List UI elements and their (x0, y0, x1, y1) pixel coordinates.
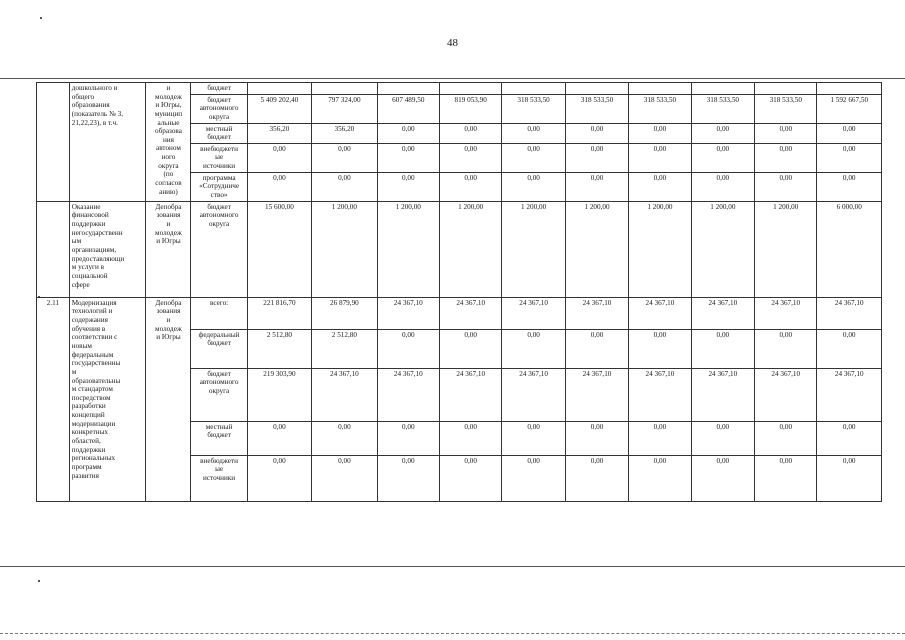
amount-cell: 24 367,10 (755, 368, 817, 421)
amount-cell: 0,00 (691, 455, 754, 501)
budget-table (36, 82, 882, 502)
amount-cell: 0,00 (817, 143, 882, 172)
amount-cell: 0,00 (755, 455, 817, 501)
funding-source: местный бюджет (191, 421, 247, 455)
amount-cell: 0,00 (377, 123, 439, 143)
page-number: 48 (447, 37, 458, 49)
amount-cell: 0,00 (502, 123, 565, 143)
amount-cell: 2 512,80 (312, 329, 377, 368)
amount-cell: 0,00 (502, 172, 565, 201)
amount-cell: 0,00 (565, 172, 628, 201)
footer-rule (0, 566, 905, 567)
amount-cell: 356,20 (312, 123, 377, 143)
amount-cell (817, 83, 882, 95)
amount-cell: 1 200,00 (312, 201, 377, 297)
amount-cell: 0,00 (247, 143, 311, 172)
amount-cell: 0,00 (502, 143, 565, 172)
scan-edge (0, 633, 905, 634)
amount-cell: 24 367,10 (312, 368, 377, 421)
funding-source: местный бюджет (191, 123, 247, 143)
amount-cell: 1 200,00 (440, 201, 502, 297)
amount-cell: 0,00 (377, 172, 439, 201)
amount-cell (440, 83, 502, 95)
amount-cell: 24 367,10 (565, 297, 628, 329)
amount-cell: 0,00 (691, 143, 754, 172)
funding-source: всего: (191, 297, 247, 329)
amount-cell: 0,00 (377, 455, 439, 501)
amount-cell (691, 83, 754, 95)
responsible-executor: Депобра зования и молодеж и Югры (146, 297, 191, 501)
amount-cell (755, 83, 817, 95)
amount-cell: 1 200,00 (502, 201, 565, 297)
amount-cell: 0,00 (691, 421, 754, 455)
scan-speck (40, 17, 42, 19)
amount-cell: 24 367,10 (629, 297, 691, 329)
amount-cell: 1 200,00 (691, 201, 754, 297)
amount-cell: 0,00 (440, 329, 502, 368)
amount-cell: 0,00 (755, 421, 817, 455)
amount-cell (565, 83, 628, 95)
amount-cell: 24 367,10 (565, 368, 628, 421)
amount-cell: 24 367,10 (377, 297, 439, 329)
amount-cell: 0,00 (755, 143, 817, 172)
amount-cell: 24 367,10 (502, 297, 565, 329)
amount-cell: 0,00 (312, 172, 377, 201)
amount-cell: 0,00 (377, 143, 439, 172)
amount-cell: 1 200,00 (377, 201, 439, 297)
amount-cell: 318 533,50 (691, 94, 754, 123)
header-rule (0, 78, 905, 79)
amount-cell: 24 367,10 (691, 368, 754, 421)
amount-cell: 221 816,70 (247, 297, 311, 329)
amount-cell: 0,00 (817, 123, 882, 143)
funding-source: внебюджетн ые источники (191, 143, 247, 172)
amount-cell: 797 324,00 (312, 94, 377, 123)
amount-cell: 5 409 202,40 (247, 94, 311, 123)
amount-cell: 0,00 (312, 143, 377, 172)
amount-cell: 26 879,90 (312, 297, 377, 329)
amount-cell: 0,00 (629, 172, 691, 201)
amount-cell: 24 367,10 (817, 297, 882, 329)
amount-cell: 0,00 (440, 172, 502, 201)
amount-cell: 6 000,00 (817, 201, 882, 297)
amount-cell (629, 83, 691, 95)
amount-cell: 0,00 (502, 455, 565, 501)
amount-cell: 0,00 (629, 123, 691, 143)
item-code (37, 201, 70, 297)
amount-cell: 318 533,50 (629, 94, 691, 123)
amount-cell: 0,00 (691, 123, 754, 143)
amount-cell (312, 83, 377, 95)
amount-cell (247, 83, 311, 95)
amount-cell: 24 367,10 (377, 368, 439, 421)
funding-source: бюджет автономного округа (191, 94, 247, 123)
funding-source: программа «Сотрудниче ство» (191, 172, 247, 201)
funding-source: бюджет автономного округа (191, 368, 247, 421)
scan-speck (38, 296, 40, 298)
amount-cell: 0,00 (565, 455, 628, 501)
amount-cell: 318 533,50 (755, 94, 817, 123)
amount-cell: 0,00 (691, 329, 754, 368)
amount-cell: 24 367,10 (755, 297, 817, 329)
amount-cell: 0,00 (247, 455, 311, 501)
responsible-executor: Депобра зования и молодеж и Югры (146, 201, 191, 297)
amount-cell: 219 303,90 (247, 368, 311, 421)
amount-cell: 0,00 (440, 421, 502, 455)
amount-cell: 0,00 (377, 421, 439, 455)
amount-cell: 318 533,50 (565, 94, 628, 123)
activity-name: Оказание финансовой поддержки негосударственн ым организациям, предоставляющи м услуги в социальной сфере (69, 201, 146, 297)
amount-cell: 0,00 (817, 421, 882, 455)
amount-cell: 24 367,10 (629, 368, 691, 421)
amount-cell: 0,00 (247, 421, 311, 455)
amount-cell: 318 533,50 (502, 94, 565, 123)
amount-cell: 0,00 (629, 455, 691, 501)
amount-cell: 0,00 (312, 421, 377, 455)
amount-cell: 0,00 (565, 329, 628, 368)
responsible-executor: и молодеж и Югры, муницип альные образова ния автоном ного округа (по согласов анию) (146, 83, 191, 202)
amount-cell: 2 512,80 (247, 329, 311, 368)
funding-source: внебюджетн ые источники (191, 455, 247, 501)
amount-cell: 0,00 (629, 143, 691, 172)
amount-cell: 1 200,00 (629, 201, 691, 297)
amount-cell: 0,00 (565, 421, 628, 455)
funding-source: бюджет автономного округа (191, 201, 247, 297)
amount-cell: 0,00 (440, 143, 502, 172)
amount-cell: 0,00 (691, 172, 754, 201)
amount-cell: 0,00 (377, 329, 439, 368)
amount-cell: 0,00 (817, 455, 882, 501)
activity-name: дошкольного и общего образования (показатель № 3, 21,22,23), в т.ч. (69, 83, 146, 202)
amount-cell: 0,00 (312, 455, 377, 501)
amount-cell: 0,00 (817, 172, 882, 201)
amount-cell: 0,00 (502, 329, 565, 368)
funding-source: федеральный бюджет (191, 329, 247, 368)
amount-cell: 15 600,00 (247, 201, 311, 297)
amount-cell: 819 053,90 (440, 94, 502, 123)
amount-cell: 0,00 (440, 123, 502, 143)
amount-cell: 24 367,10 (817, 368, 882, 421)
amount-cell: 24 367,10 (440, 368, 502, 421)
amount-cell: 1 200,00 (755, 201, 817, 297)
amount-cell: 24 367,10 (440, 297, 502, 329)
activity-name: Модернизация технологий и содержания обучения в соответствии с новым федеральным государственны м образовательны м стандартом посредством разработки концепций модернизации конкретных областей, поддержки региональных программ развития (69, 297, 146, 501)
amount-cell: 0,00 (565, 123, 628, 143)
amount-cell: 0,00 (565, 143, 628, 172)
funding-source: бюджет (191, 83, 247, 95)
amount-cell: 0,00 (755, 123, 817, 143)
amount-cell: 0,00 (629, 329, 691, 368)
amount-cell: 0,00 (502, 421, 565, 455)
amount-cell (502, 83, 565, 95)
amount-cell: 0,00 (247, 172, 311, 201)
amount-cell: 0,00 (755, 329, 817, 368)
amount-cell: 0,00 (755, 172, 817, 201)
amount-cell: 607 489,50 (377, 94, 439, 123)
item-code: 2.11 (37, 297, 70, 501)
amount-cell (377, 83, 439, 95)
amount-cell: 1 200,00 (565, 201, 628, 297)
amount-cell: 0,00 (817, 329, 882, 368)
table-row (37, 83, 882, 95)
amount-cell: 24 367,10 (691, 297, 754, 329)
amount-cell: 356,20 (247, 123, 311, 143)
amount-cell: 24 367,10 (502, 368, 565, 421)
item-code (37, 83, 70, 202)
amount-cell: 1 592 667,50 (817, 94, 882, 123)
table-row (37, 201, 882, 297)
amount-cell: 0,00 (629, 421, 691, 455)
amount-cell: 0,00 (440, 455, 502, 501)
scan-speck (38, 580, 40, 582)
table-row (37, 297, 882, 329)
